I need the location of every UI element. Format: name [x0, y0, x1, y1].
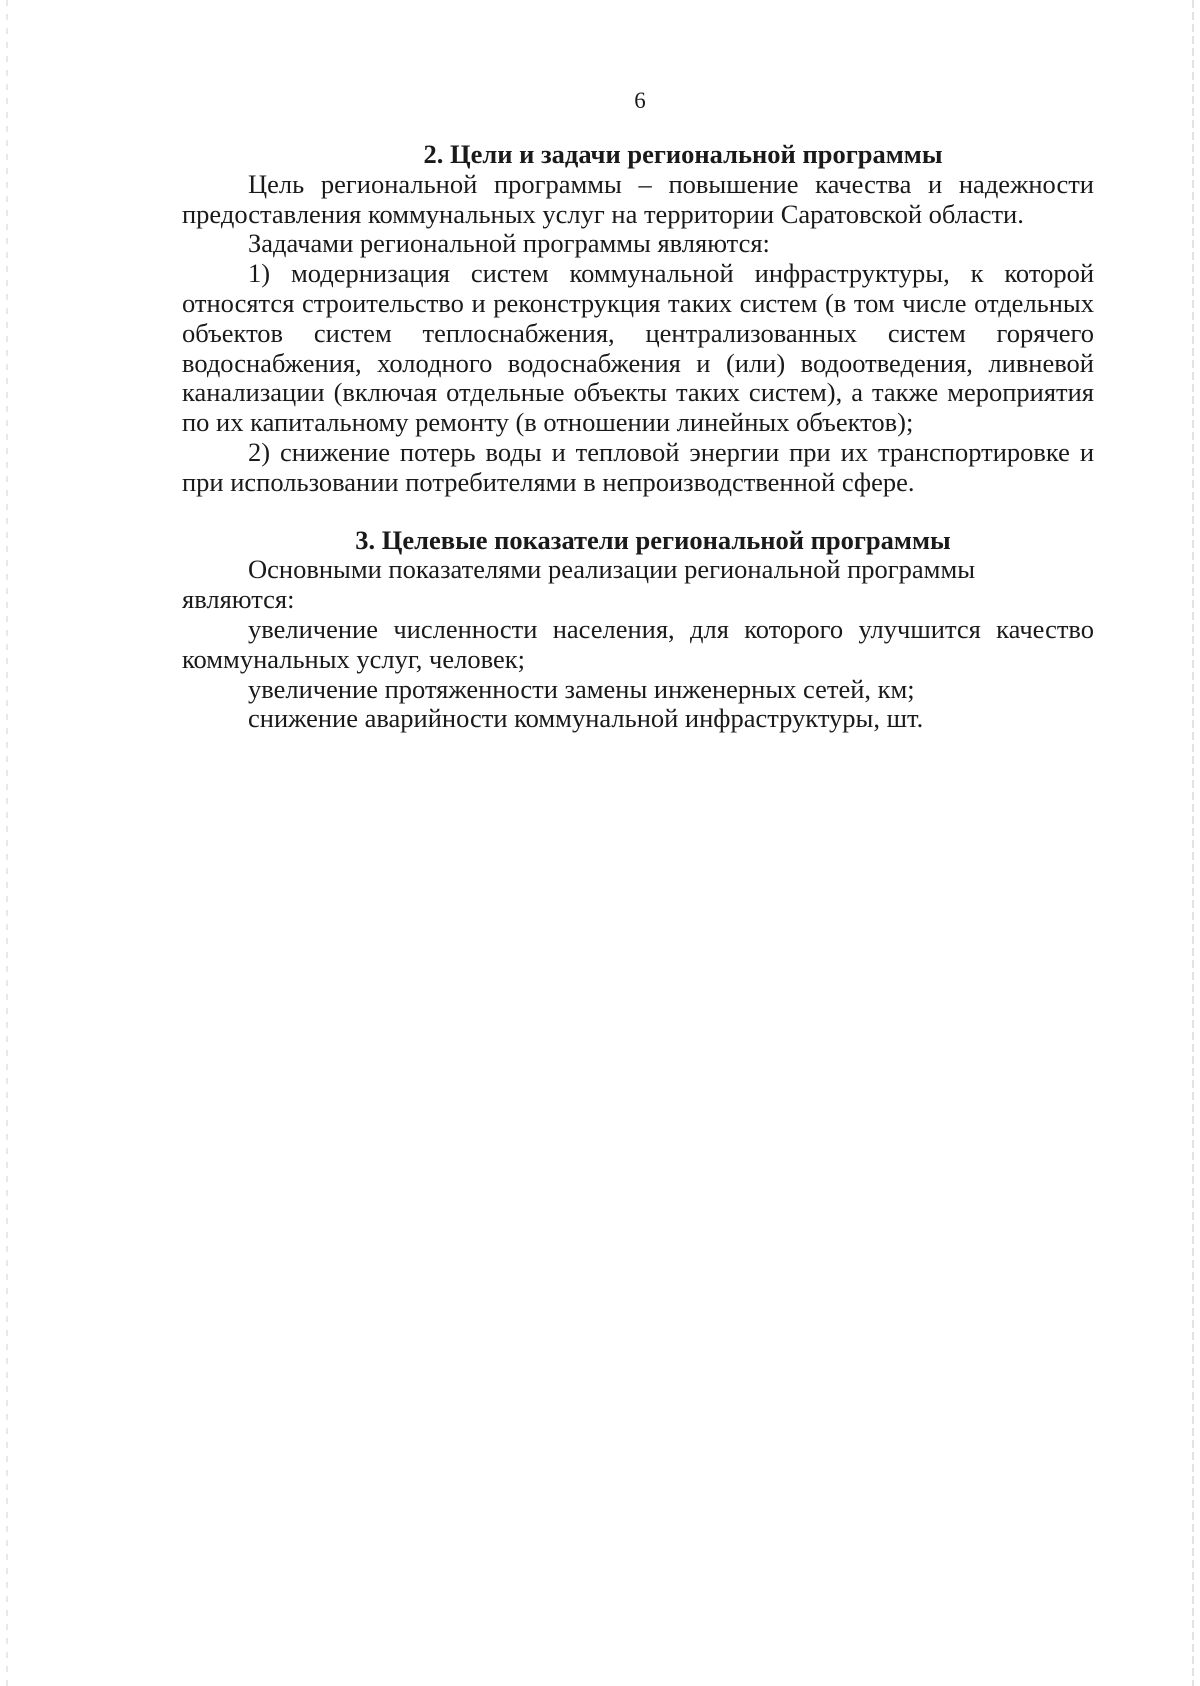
paragraph-task-2: 2) снижение потерь воды и тепловой энергии при их транспортировке и при использовании потребителями в непроизводственной сфере.	[182, 436, 1094, 497]
page-number: 6	[634, 88, 646, 113]
document-body	[182, 140, 1094, 734]
section-heading-goals: 2. Цели и задачи региональной программы	[423, 139, 943, 169]
paragraph-task-1: 1) модернизация систем коммунальной инфраструктуры, к которой относятся строительство и реконструкция таких систем (в том числе отдельных объектов систем теплоснабжения, централизованных систем горячего водоснабжения, холодного водоснабжения и (или) водоотведения, ливневой канализации (включая отдельные объекты таких систем), а также мероприятия по их капитальному ремонту (в отношении линейных объектов);	[182, 258, 1094, 438]
scan-edge-right	[1192, 0, 1194, 1686]
paragraph-tasks-intro: Задачами региональной программы являются:	[248, 228, 770, 259]
paragraph-indicator-3: снижение аварийности коммунальной инфраструктуры, шт.	[248, 703, 924, 734]
section-heading-indicators: 3. Целевые показатели региональной программы	[355, 524, 951, 555]
paragraph-indicator-1: увеличение численности населения, для которого улучшится качество коммунальных услуг, человек;	[182, 613, 1094, 674]
scan-edge-left	[6, 0, 8, 1686]
paragraph-indicators-intro: Основными показателями реализации региональной программы являются:	[182, 554, 976, 615]
paragraph-goal: Цель региональной программы – повышение качества и надежности предоставления коммунальных услуг на территории Саратовской области.	[182, 168, 1094, 229]
paragraph-indicator-2: увеличение протяженности замены инженерных сетей, км;	[248, 673, 915, 704]
